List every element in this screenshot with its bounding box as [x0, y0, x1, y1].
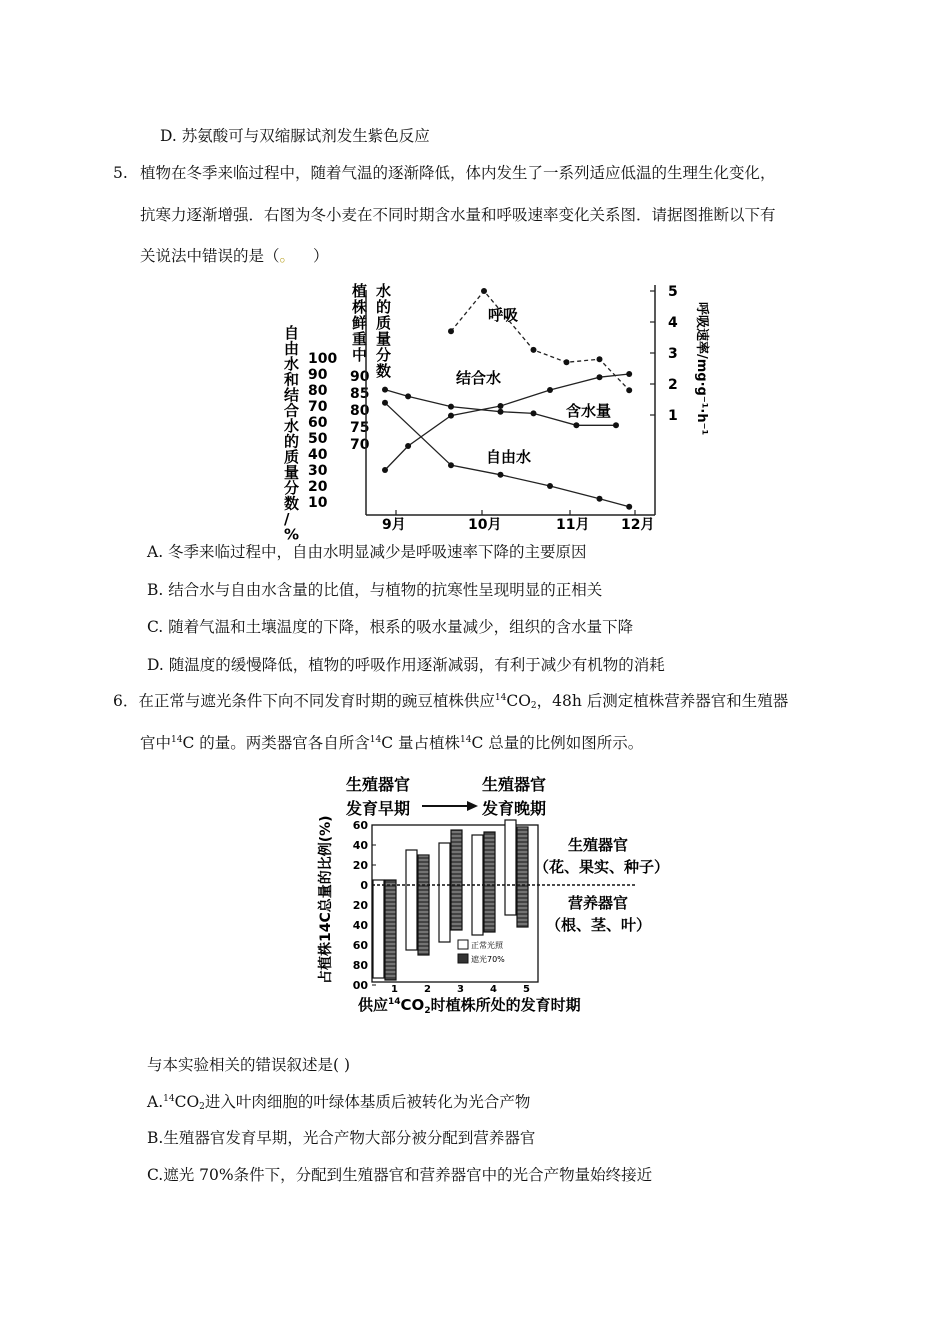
q6-question: 与本实验相关的错误叙述是( ) [147, 1056, 351, 1074]
c1-left-tick: 100 [308, 351, 338, 367]
q6-14c-bar-chart [310, 770, 695, 1018]
c2-y-tick-label: 60 [352, 819, 368, 832]
c1-left-tick: 90 [308, 367, 328, 383]
q6-opt-a-sup: 14 [163, 1094, 175, 1104]
c1-x-ticks [382, 510, 654, 533]
q5-stem-line1: 植物在冬季来临过程中，随着气温的逐渐降低，体内发生了一系列适应低温的生理生化变化， [140, 164, 776, 182]
q6-sup: 14 [494, 693, 507, 703]
c2-title-left: 生殖器官 [346, 775, 411, 794]
c2-y-tick-label: 40 [352, 839, 368, 852]
q6-stem2-sup3: 14 [460, 735, 472, 745]
c2-xlabel: 供应$^{14}CO_2$时植株所处的发育时期 [358, 996, 581, 1016]
c1-data-point [448, 328, 454, 334]
c1-data-point [481, 288, 487, 294]
c1-inner-tick: 70 [350, 437, 370, 453]
c1-left-tick: 50 [308, 431, 328, 447]
q5-stem-mark: 。 [279, 247, 296, 265]
c2-legend-shade: 遮光70% [471, 955, 505, 964]
c1-data-point [531, 410, 537, 416]
c2-y-tick-label: 20 [352, 899, 368, 912]
c1-right-tick-label: 4 [668, 315, 678, 331]
c2-title-right2: 发育晚期 [482, 799, 547, 818]
c2-bar-normal [406, 850, 417, 950]
c2-title-left2: 发育早期 [346, 799, 411, 818]
q6-sub: 2 [530, 701, 537, 711]
c1-right-tick-label: 5 [668, 284, 678, 300]
c1-label-bound-water: 结合水 [456, 369, 502, 387]
c1-inner-axis-title: 植株鲜重中 [352, 282, 368, 364]
q6-option-c: C.遮光 70%条件下，分配到生殖器官和营养器官中的光合产物量始终接近 [147, 1166, 653, 1184]
c2-title-right: 生殖器官 [482, 775, 547, 794]
c1-right-tick-label: 2 [668, 377, 678, 393]
c1-data-point [626, 504, 632, 510]
c2-bar-normal [439, 843, 450, 942]
q6-stem-text2: ，48h 后测定植株营养器官和生殖器 [536, 692, 789, 710]
c1-inner-tick: 80 [350, 403, 370, 419]
c2-x-tick-label: 4 [490, 984, 497, 995]
q6-opt-a-sub: 2 [199, 1102, 205, 1112]
q5-option-a: A. 冬季来临过程中，自由水明显减少是呼吸速率下降的主要原因 [147, 543, 587, 561]
c1-right-tick-label: 1 [668, 408, 678, 424]
c1-x-tick-label: 11月 [556, 517, 590, 533]
q5-water-respiration-chart [270, 280, 725, 544]
q6-stem-text1: 在正常与遮光条件下向不同发育时期的豌豆植株供应 [138, 692, 495, 710]
c1-data-point [531, 347, 537, 353]
c1-left-axis-title: 自由水和结合水的质量分数/ % [284, 324, 300, 544]
q6-stem-line1 [113, 691, 788, 711]
c1-right-tick-label: 3 [668, 346, 678, 362]
c1-data-point [597, 374, 603, 380]
c2-legend-normal-swatch [458, 940, 468, 949]
c1-data-point [382, 467, 388, 473]
q6-stem2-text3: C 量占植株 [381, 734, 461, 752]
c2-y-tick-label: 60 [352, 939, 368, 952]
c2-x-tick-label: 5 [523, 984, 530, 995]
c2-right-label-top2: （花、果实、种子） [534, 858, 670, 876]
q6-stem2-sup2: 14 [369, 735, 382, 745]
c1-data-point [498, 409, 504, 415]
c1-left-tick: 10 [308, 495, 328, 511]
q5-stem-line3 [140, 246, 329, 266]
c1-left-tick: 60 [308, 415, 328, 431]
c2-legend-shade-swatch [458, 954, 468, 963]
c1-data-point [626, 371, 632, 377]
c1-data-point [382, 400, 388, 406]
c1-left-tick: 20 [308, 479, 328, 495]
c2-x-tick-label: 3 [457, 984, 464, 995]
q6-option-b: B.生殖器官发育早期，光合产物大部分被分配到营养器官 [147, 1129, 536, 1147]
c1-inner-tick: 85 [350, 386, 370, 402]
c2-bar-shade [451, 830, 462, 930]
q5-option-b: B. 结合水与自由水含量的比值，与植物的抗寒性呈现明显的正相关 [147, 581, 603, 599]
c2-arrow-icon [467, 801, 478, 811]
q6-stem2-text4: C 总量的比例如图所示。 [471, 734, 644, 752]
c1-x-tick-label: 12月 [621, 517, 655, 533]
c1-data-point [498, 472, 504, 478]
q6-opt-a-co2: CO [174, 1093, 200, 1111]
c1-inner-tick: 90 [350, 369, 370, 385]
c2-right-label-bottom2: （根、茎、叶） [546, 916, 652, 934]
q6-opt-a-prefix: A. [147, 1093, 164, 1111]
c1-data-point [626, 387, 632, 393]
c1-data-point [573, 422, 579, 428]
c1-data-point [405, 443, 411, 449]
c1-data-point [448, 413, 454, 419]
q6-option-a [147, 1092, 530, 1112]
c1-left-tick: 80 [308, 383, 328, 399]
q6-opt-a-rest: 进入叶肉细胞的叶绿体基质后被转化为光合产物 [204, 1093, 531, 1111]
c2-x-tick-label: 2 [424, 984, 431, 995]
c2-y-tick-label: 00 [352, 979, 368, 992]
q5-number: 5. [113, 164, 128, 182]
c1-label-free-water: 自由水 [486, 448, 532, 466]
c2-bar-normal [373, 880, 384, 978]
c1-data-point [564, 359, 570, 365]
c1-left-tick: 40 [308, 447, 328, 463]
c1-data-point [597, 496, 603, 502]
c1-left-tick: 70 [308, 399, 328, 415]
c1-x-tick-label: 9月 [382, 517, 406, 533]
c1-inner-axis-title2: 水的质量分数 [376, 282, 392, 380]
c1-inner-tick: 75 [350, 420, 370, 436]
c1-data-point [613, 422, 619, 428]
c2-y-tick-label: 0 [360, 879, 368, 892]
c2-y-axis-title: 占植株14C总量的比例(%) [318, 815, 334, 984]
c1-data-point [405, 393, 411, 399]
q5-option-c: C. 随着气温和土壤温度的下降，根系的吸水量减少，组织的含水量下降 [147, 618, 634, 636]
q6-stem2-text1: 官中 [140, 734, 172, 752]
q4-option-d: D. 苏氨酸可与双缩脲试剂发生紫色反应 [160, 127, 430, 145]
q5-stem-line3-text: 关说法中错误的是（ [140, 247, 280, 265]
q5-option-d: D. 随温度的缓慢降低，植物的呼吸作用逐渐减弱，有利于减少有机物的消耗 [147, 656, 665, 674]
q6-number: 6． [113, 692, 139, 710]
c2-bar-shade [418, 855, 429, 955]
c1-data-point [448, 404, 454, 410]
c2-x-tick-label: 1 [391, 984, 398, 995]
c2-y-tick-label: 40 [352, 919, 368, 932]
c1-data-point [547, 387, 553, 393]
c1-inner-ticks [350, 369, 370, 453]
c1-right-ticks [650, 284, 678, 424]
c1-data-point [382, 387, 388, 393]
c2-legend-normal: 正常光照 [471, 941, 503, 950]
c2-y-tick-label: 20 [352, 859, 368, 872]
c2-y-tick-label: 80 [352, 959, 368, 972]
c1-data-point [597, 356, 603, 362]
q6-stem2-sup1: 14 [171, 735, 183, 745]
c2-bar-shade [385, 880, 396, 980]
c1-x-tick-label: 10月 [468, 517, 502, 533]
q5-stem-line3-end: ） [313, 247, 329, 265]
c1-data-point [547, 483, 553, 489]
c1-data-point [448, 462, 454, 468]
q6-co2: CO [506, 692, 531, 710]
c2-right-label-bottom: 营养器官 [568, 894, 629, 912]
c1-data-point [498, 403, 504, 409]
c1-label-respiration: 呼吸 [488, 306, 519, 324]
q6-stem-line2 [140, 733, 643, 753]
q5-stem-line2: 抗寒力逐渐增强．右图为冬小麦在不同时期含水量和呼吸速率变化关系图．请据图推断以下有 [140, 206, 776, 224]
c1-label-water-content: 含水量 [566, 402, 612, 420]
c2-bar-shade [517, 827, 528, 927]
c2-right-label-top: 生殖器官 [568, 836, 629, 854]
c1-left-ticks [308, 351, 337, 511]
c2-bar-shade [484, 832, 495, 932]
c2-bar-normal [505, 820, 516, 915]
q6-stem2-text2: C 的量。两类器官各自所含 [182, 734, 370, 752]
c2-x-ticks [391, 984, 530, 995]
c1-left-tick: 30 [308, 463, 328, 479]
c1-right-axis-title: 呼吸速率/mg·g⁻¹·h⁻¹ [694, 302, 709, 436]
